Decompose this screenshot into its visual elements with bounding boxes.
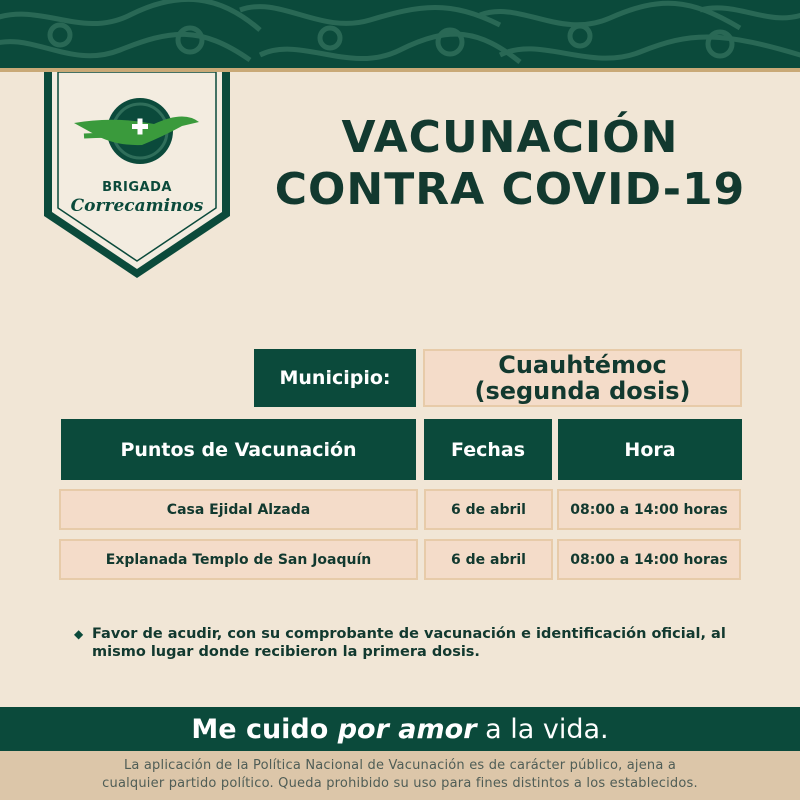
row-1-fecha: 6 de abril bbox=[424, 489, 553, 530]
row-2-fecha: 6 de abril bbox=[424, 539, 553, 580]
footer-line-2: cualquier partido político. Queda prohibido su uso para fines distintos a los establecidos. bbox=[102, 776, 698, 791]
page-title bbox=[240, 112, 780, 216]
badge-title-correcaminos: Correcaminos bbox=[70, 196, 204, 216]
slogan-part-2: por amor bbox=[337, 713, 477, 745]
municipio-value: Cuauhtémoc (segunda dosis) bbox=[423, 349, 742, 407]
diamond-bullet-icon: ◆ bbox=[74, 627, 84, 641]
pattern-decoration bbox=[0, 0, 800, 72]
slogan-part-1: Me cuido bbox=[191, 713, 338, 745]
note-text: Favor de acudir, con su comprobante de vacunación e identificación oficial, al mismo lugar donde recibieron la primera dosis. bbox=[92, 626, 726, 660]
header-fechas: Fechas bbox=[424, 419, 552, 480]
row-1-hora: 08:00 a 14:00 horas bbox=[557, 489, 741, 530]
badge-title-brigada: BRIGADA bbox=[102, 180, 172, 195]
slogan-part-3: a la vida. bbox=[476, 713, 609, 745]
title-line-2: CONTRA COVID-19 bbox=[274, 164, 746, 215]
slogan-band bbox=[0, 707, 800, 751]
header-hora: Hora bbox=[558, 419, 742, 480]
brigada-badge bbox=[44, 72, 230, 278]
header-pattern-band bbox=[0, 0, 800, 72]
municipio-label: Municipio: bbox=[254, 349, 416, 407]
title-line-1: VACUNACIÓN bbox=[341, 112, 679, 163]
row-2-punto: Explanada Templo de San Joaquín bbox=[59, 539, 418, 580]
footer-line-1: La aplicación de la Política Nacional de Vacunación es de carácter público, ajena a bbox=[123, 758, 677, 773]
footer-disclaimer bbox=[0, 751, 800, 800]
roadrunner-logo-icon bbox=[44, 90, 230, 180]
row-2-hora: 08:00 a 14:00 horas bbox=[557, 539, 741, 580]
row-1-punto: Casa Ejidal Alzada bbox=[59, 489, 418, 530]
header-puntos: Puntos de Vacunación bbox=[61, 419, 416, 480]
note bbox=[74, 625, 754, 661]
